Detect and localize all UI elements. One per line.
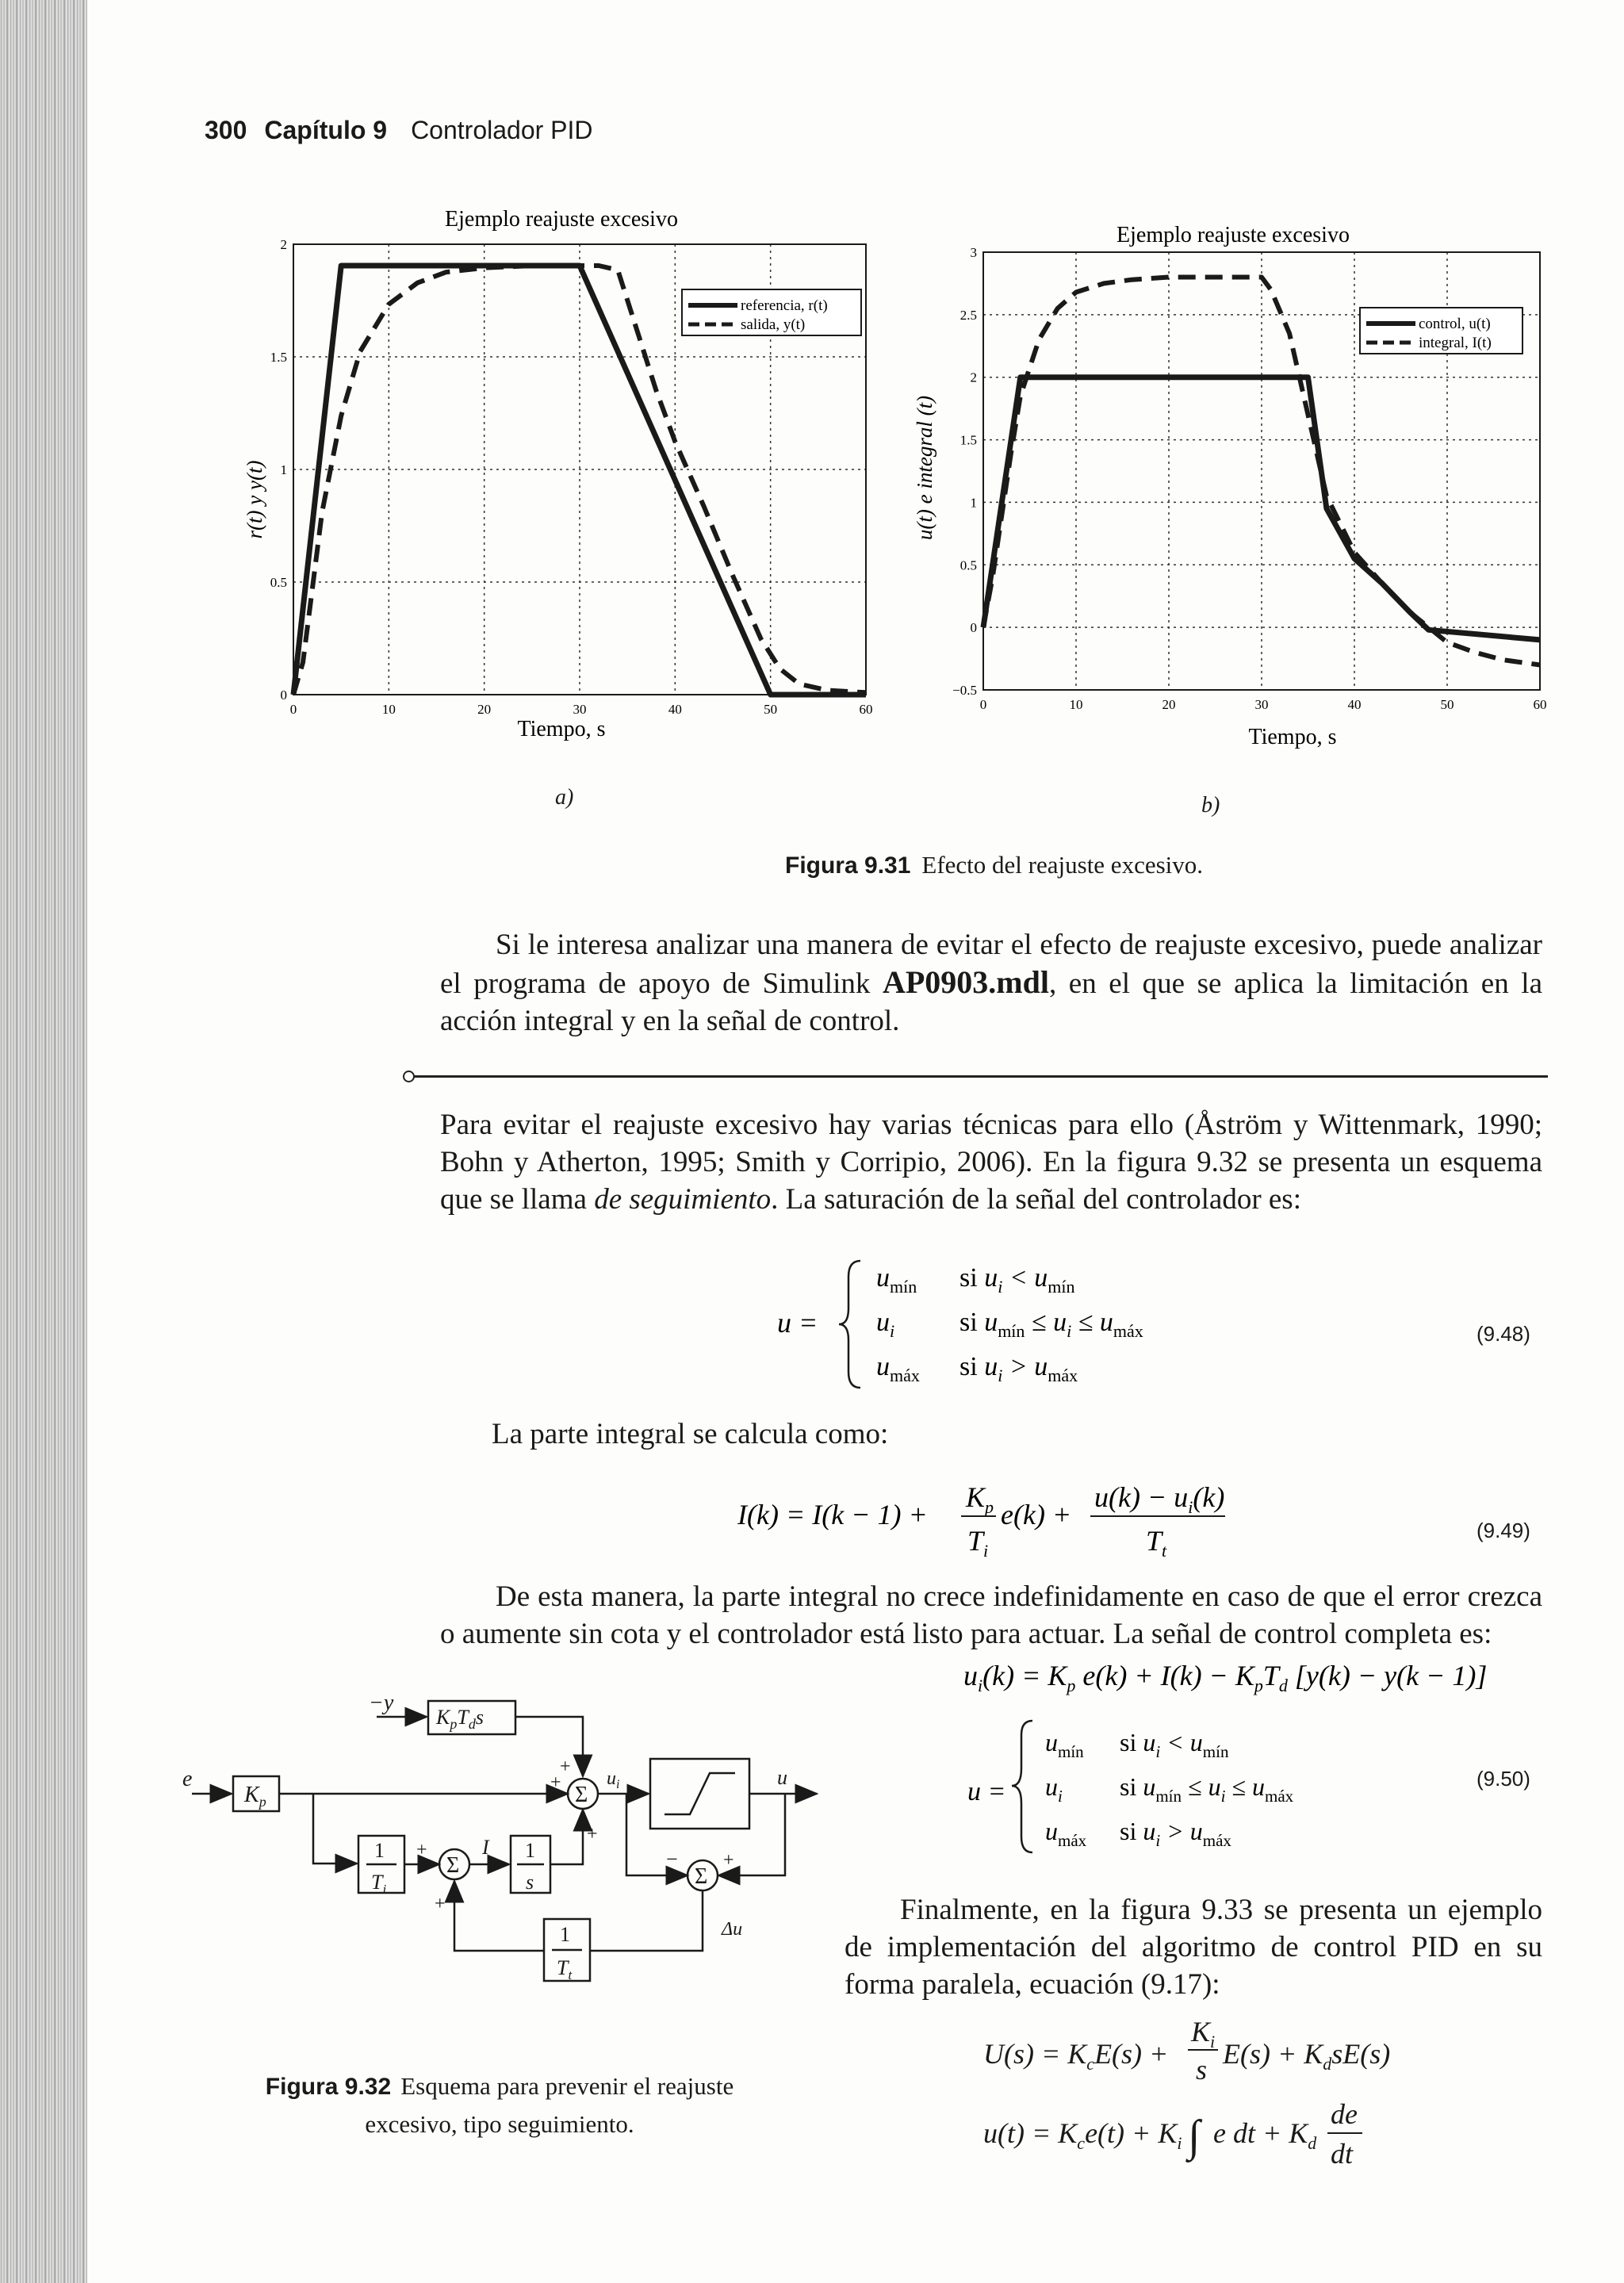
chart-a-ytick-label: 2	[280, 237, 287, 252]
chart-b-xtick-label: 60	[1533, 697, 1547, 712]
chart-a-xlabel: Tiempo, s	[517, 717, 606, 741]
chart-b-ytick-label: 2.5	[959, 307, 977, 323]
chart-b-xtick-label: 40	[1347, 697, 1362, 712]
svg-text:e dt + Kd: e dt + $K_d$	[1213, 2117, 1317, 2153]
svg-text:I(k) = I(k − 1) +: I(k) = I(k − 1) +	[737, 1499, 928, 1530]
chart-a-xtick-label: 10	[381, 702, 396, 717]
chart-b-ytick-label: 0	[970, 620, 977, 636]
paragraph-de-esta-manera: De esta manera, la parte integral no crece indefinidamente en caso de que el error crezca o aumente sin cota y el controlador está listo para actuar. La señal de control completa es:	[440, 1580, 1542, 1650]
chart-a-xtick-label: 30	[573, 702, 587, 717]
equation-9-48	[777, 1245, 1554, 1404]
svg-text:u(k) − ui(k): $u(k) - u_i(k)$	[1094, 1481, 1225, 1517]
panel-b-label: b)	[1201, 793, 1220, 818]
divider-bullet	[403, 1071, 415, 1082]
svg-text:umín: $u_{mín}$	[876, 1263, 917, 1297]
chart-b-ytick-label: 2	[970, 370, 977, 385]
svg-text:KpTds: $K_pT_ds$	[436, 1706, 484, 1732]
chart-b-xtick-label: 30	[1254, 697, 1269, 712]
svg-text:si ui < umín: si $u_i < u_{mín}$	[1120, 1728, 1229, 1761]
chart-b-ytick-label: 3	[970, 245, 977, 260]
svg-text:+: +	[550, 1772, 561, 1793]
chart-b-xtick-label: 50	[1440, 697, 1454, 712]
svg-text:+: +	[560, 1756, 571, 1777]
equation-9-50	[936, 1649, 1570, 1879]
svg-text:Σ: Σ	[695, 1864, 708, 1889]
figure-931-caption-text: Efecto del reajuste excesivo.	[921, 851, 1204, 879]
svg-text:Ki: $K_i$	[1191, 2016, 1216, 2051]
svg-text:Ti: $T_i$	[967, 1525, 989, 1561]
svg-text:dt: dt	[1331, 2138, 1354, 2170]
svg-text:s: s	[526, 1871, 534, 1894]
svg-text:si umín ≤ ui ≤ umáx: si $u_{mín} \le u_i \le u_{máx}$	[1120, 1772, 1294, 1806]
chart-b-xtick-label: 20	[1162, 697, 1176, 712]
svg-text:+: +	[435, 1894, 446, 1914]
chart-a-xtick-label: 0	[289, 702, 297, 717]
svg-text:Tt: $T_t$	[557, 1956, 573, 1982]
svg-text:ui: $u_i$	[607, 1768, 620, 1791]
figure-931-caption	[785, 851, 1203, 879]
running-header	[205, 116, 593, 145]
chart-b-xtick-label: 10	[1069, 697, 1083, 712]
svg-text:Tt: $T_t$	[1146, 1525, 1167, 1561]
chart-a-ytick-label: 1.5	[270, 350, 287, 365]
svg-text:u(t) = Kce(t) + Ki: $u(t) = K_ce(t) + K_i$	[983, 2117, 1182, 2153]
svg-text:+: +	[587, 1824, 598, 1844]
chart-b-legend-label-1: integral, I(t)	[1419, 335, 1492, 351]
svg-text:−: −	[666, 1848, 678, 1871]
block-diagram-932	[174, 1657, 841, 2054]
svg-text:de: de	[1331, 2098, 1358, 2130]
equation-pid-parallel	[983, 2006, 1427, 2173]
section-divider	[406, 1075, 1548, 1078]
chart-a-xtick-label: 20	[477, 702, 492, 717]
svg-text:I: I	[482, 1836, 489, 1859]
page-number: 300	[205, 116, 247, 144]
equation-9-50-number: (9.50)	[1477, 1767, 1530, 1791]
svg-text:Kp: $K_p$	[244, 1783, 266, 1810]
program-filename: AP0903.mdl	[882, 964, 1049, 1000]
chart-b-ytick-label: 0.5	[959, 557, 977, 573]
svg-text:ui(k) = Kp e(k) + I(k) − KpTd: $u_i(k) = K_p$ $e(k) + I(k) - K_pT_d$ [y(k) − y(k − 1)]	[963, 1660, 1488, 1695]
svg-text:∫: ∫	[1188, 2112, 1201, 2161]
svg-text:e(k) +: e(k) +	[1001, 1499, 1072, 1530]
equation-9-48-number: (9.48)	[1477, 1322, 1530, 1346]
svg-text:e: e	[182, 1767, 193, 1791]
svg-text:Ti: $T_i$	[371, 1871, 387, 1897]
chart-b-ytick-label: 1	[970, 495, 977, 511]
chart-a	[230, 206, 896, 777]
svg-text:Σ: Σ	[575, 1783, 588, 1807]
svg-text:si ui > umáx: si $u_i > u_{máx}$	[959, 1352, 1078, 1385]
svg-text:ui: $u_i$	[876, 1308, 895, 1341]
chart-a-legend-label-1: salida, y(t)	[741, 316, 806, 333]
svg-text:s: s	[1196, 2054, 1208, 2086]
svg-text:1: 1	[374, 1839, 385, 1862]
svg-text:+: +	[416, 1840, 427, 1860]
chart-b-title: Ejemplo reajuste excesivo	[1116, 223, 1350, 247]
figure-931-label: Figura 9.31	[785, 852, 911, 879]
chart-a-legend-label-0: referencia, r(t)	[741, 297, 828, 314]
svg-text:si umín ≤ ui ≤ umáx: si $u_{mín} \le u_i \le u_{máx}$	[959, 1308, 1143, 1341]
chart-a-ytick-label: 0.5	[270, 575, 287, 590]
svg-text:umáx: $u_{máx}$	[1045, 1817, 1087, 1850]
svg-text:Δu: Δu	[722, 1919, 743, 1940]
svg-text:ui: $u_i$	[1045, 1772, 1063, 1806]
svg-text:umín: $u_{mín}$	[1045, 1728, 1084, 1761]
chart-a-title: Ejemplo reajuste excesivo	[445, 207, 678, 232]
book-binding-edge	[0, 0, 87, 2283]
chapter-label: Capítulo 9	[264, 116, 388, 144]
paragraph-finalmente: Finalmente, en la figura 9.33 se presenta un ejemplo de implementación del algoritmo de control PID en su forma paralela, ecuación (9.17):	[845, 1894, 1542, 2001]
paragraph-tecnicas: Para evitar el reajuste excesivo hay varias técnicas para ello (Åström y Wittenmark, 1990; Bohn y Atherton, 1995; Smith y Corripio, 2006). En la figura 9.32 se presenta un esquema que se llama de seguimiento. La saturación de la señal del controlador es:	[440, 1109, 1542, 1216]
svg-text:+: +	[723, 1850, 734, 1871]
svg-text:E(s) + KdsE(s): $E(s) + K_dsE(s)$	[1223, 2038, 1391, 2074]
svg-text:u: u	[777, 1766, 787, 1789]
svg-text:si ui > umáx: si $u_i > u_{máx}$	[1120, 1817, 1231, 1850]
svg-text:1: 1	[560, 1923, 570, 1946]
equation-9-49	[737, 1467, 1277, 1562]
intro-paragraph: Si le interesa analizar una manera de evitar el efecto de reajuste excesivo, puede analizar el programa de apoyo de Simulink AP0903.mdl, en el que se aplica la limitación en la acción integral y en la señal de control.	[440, 929, 1543, 1037]
svg-text:u =: u =	[967, 1777, 1006, 1806]
chart-a-ylabel: r(t) y y(t)	[243, 460, 266, 539]
paragraph-parte-integral: La parte integral se calcula como:	[492, 1418, 889, 1450]
figure-932-caption: Figura 9.32 Esquema para prevenir el reajuste excesivo, tipo seguimiento.	[265, 2072, 734, 2138]
panel-a-label: a)	[555, 785, 574, 810]
svg-text:U(s) = KcE(s) +: $U(s) = K_cE(s)$ +	[983, 2038, 1169, 2074]
term-seguimiento: de seguimiento	[594, 1183, 772, 1216]
chart-a-xtick-label: 40	[668, 702, 682, 717]
svg-text:Σ: Σ	[446, 1853, 460, 1878]
chart-b	[896, 206, 1562, 777]
chart-a-xtick-label: 50	[764, 702, 778, 717]
chart-b-ylabel: u(t) e integral (t)	[913, 395, 936, 541]
svg-text:Kp: $K_p$	[966, 1481, 994, 1517]
chart-b-xlabel: Tiempo, s	[1248, 725, 1337, 749]
equation-9-49-number: (9.49)	[1477, 1519, 1530, 1542]
chart-a-xtick-label: 60	[859, 702, 873, 717]
chart-b-series-0-line	[983, 377, 1540, 640]
svg-text:umáx: $u_{máx}$	[876, 1352, 920, 1385]
chart-b-ytick-label: 1.5	[959, 432, 977, 448]
chart-b-xtick-label: 0	[979, 697, 987, 712]
chart-b-legend-label-0: control, u(t)	[1419, 316, 1491, 332]
svg-text:−y: −y	[369, 1691, 394, 1715]
chart-a-ytick-label: 1	[280, 462, 287, 477]
chart-b-ytick-label: −0.5	[952, 683, 977, 698]
chart-a-ytick-label: 0	[280, 688, 287, 703]
chapter-title: Controlador PID	[411, 116, 593, 144]
svg-text:u =: u =	[777, 1307, 818, 1339]
svg-text:1: 1	[525, 1839, 535, 1862]
figure-932-label: Figura 9.32	[265, 2074, 392, 2100]
svg-text:si ui < umín: si $u_i < u_{mín}$	[959, 1263, 1075, 1297]
